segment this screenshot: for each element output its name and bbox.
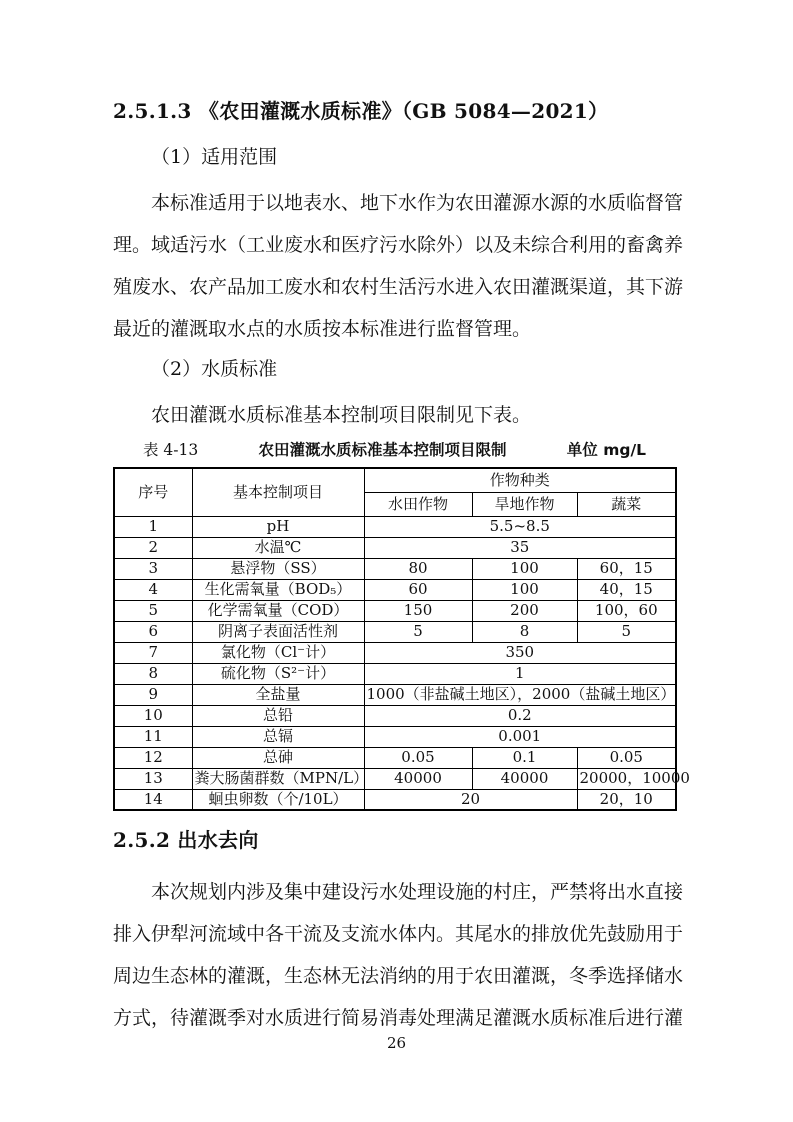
cell-value: 100，60 xyxy=(577,600,676,621)
table-row xyxy=(114,516,676,537)
cell-value: 20 xyxy=(364,789,577,810)
cell-value: 0.05 xyxy=(364,747,472,768)
cell-value: 0.2 xyxy=(364,705,676,726)
table-label: 表 4-13 xyxy=(143,441,199,459)
water-quality-table xyxy=(113,467,690,811)
paragraph-line: 本次规划内涉及集中建设污水处理设施的村庄，严禁将出水直接 xyxy=(151,881,684,903)
table-row xyxy=(114,600,676,621)
table-caption xyxy=(113,438,680,460)
cell-item: 总镉 xyxy=(192,726,364,747)
cell-value: 60，15 xyxy=(577,558,676,579)
cell-no: 10 xyxy=(114,705,192,726)
table-row xyxy=(114,621,676,642)
page-content xyxy=(113,96,690,1043)
cell-item: 总铅 xyxy=(192,705,364,726)
cell-value: 200 xyxy=(472,600,577,621)
header-cell-paddy: 水田作物 xyxy=(364,492,472,516)
cell-item: 蛔虫卵数（个/10L） xyxy=(192,789,364,810)
cell-no: 9 xyxy=(114,684,192,705)
cell-value: 0.1 xyxy=(472,747,577,768)
cell-value: 350 xyxy=(364,642,676,663)
cell-item: pH xyxy=(192,516,364,537)
table-row xyxy=(114,579,676,600)
table-row xyxy=(114,663,676,684)
cell-value: 0.05 xyxy=(577,747,676,768)
cell-no: 4 xyxy=(114,579,192,600)
paragraph-line: 本标准适用于以地表水、地下水作为农田灌源水源的水质临督管 xyxy=(151,192,684,214)
cell-no: 14 xyxy=(114,789,192,810)
cell-value: 100 xyxy=(472,558,577,579)
cell-item: 总砷 xyxy=(192,747,364,768)
cell-no: 5 xyxy=(114,600,192,621)
cell-item: 化学需氧量（COD） xyxy=(192,600,364,621)
cell-no: 8 xyxy=(114,663,192,684)
page-number: 26 xyxy=(386,1034,407,1052)
table-row xyxy=(114,789,676,810)
cell-value: 40，15 xyxy=(577,579,676,600)
table-row xyxy=(114,747,676,768)
cell-value: 8 xyxy=(472,621,577,642)
table-row xyxy=(114,726,676,747)
cell-value: 0.001 xyxy=(364,726,676,747)
header-cell-dry: 旱地作物 xyxy=(472,492,577,516)
cell-no: 7 xyxy=(114,642,192,663)
cell-value: 60 xyxy=(364,579,472,600)
table-row xyxy=(114,642,676,663)
paragraph-line: 周边生态林的灌溉，生态林无法消纳的用于农田灌溉，冬季选择储水 xyxy=(113,965,684,987)
header-cell-no: 序号 xyxy=(114,468,192,516)
section-heading-252: 2.5.2 出水去向 xyxy=(113,828,259,852)
table-header-row xyxy=(114,468,676,492)
cell-value: 1000（非盐碱土地区），2000（盐碱土地区） xyxy=(364,684,676,705)
cell-item: 生化需氧量（BOD₅） xyxy=(192,579,364,600)
cell-no: 12 xyxy=(114,747,192,768)
cell-item: 粪大肠菌群数（MPN/L） xyxy=(192,768,364,789)
cell-item: 氯化物（Cl⁻计） xyxy=(192,642,364,663)
cell-no: 13 xyxy=(114,768,192,789)
table-unit: 单位 mg/L xyxy=(566,441,646,459)
paragraph-line: 排入伊犁河流域中各干流及支流水体内。其尾水的排放优先鼓励用于 xyxy=(113,923,684,945)
cell-value: 20，10 xyxy=(577,789,676,810)
paragraph-line: 殖废水、农产品加工废水和农村生活污水进入农田灌溉渠道，其下游 xyxy=(113,276,684,298)
header-cell-item: 基本控制项目 xyxy=(192,468,364,516)
table-row xyxy=(114,705,676,726)
cell-value: 5 xyxy=(577,621,676,642)
cell-item: 悬浮物（SS） xyxy=(192,558,364,579)
cell-value: 80 xyxy=(364,558,472,579)
cell-value: 150 xyxy=(364,600,472,621)
cell-no: 3 xyxy=(114,558,192,579)
cell-no: 2 xyxy=(114,537,192,558)
cell-item: 硫化物（S²⁻计） xyxy=(192,663,364,684)
paragraph-outflow xyxy=(113,871,684,1039)
table-row xyxy=(114,684,676,705)
cell-value: 1 xyxy=(364,663,676,684)
table-row xyxy=(114,558,676,579)
cell-value: 40000 xyxy=(472,768,577,789)
cell-value: 5 xyxy=(364,621,472,642)
subheading-standard: （2）水质标准 xyxy=(151,358,278,380)
table-row xyxy=(114,537,676,558)
cell-item: 水温℃ xyxy=(192,537,364,558)
cell-item: 阴离子表面活性剂 xyxy=(192,621,364,642)
header-cell-crop-group: 作物种类 xyxy=(364,468,676,492)
table-row xyxy=(114,768,676,789)
cell-value: 20000，10000 xyxy=(577,768,676,789)
section-252 xyxy=(113,825,684,1039)
cell-value: 35 xyxy=(364,537,676,558)
table-title: 农田灌溉水质标准基本控制项目限制 xyxy=(258,441,507,459)
cell-no: 6 xyxy=(114,621,192,642)
paragraph-scope xyxy=(113,182,684,350)
section-heading-2513: 2.5.1.3 《农田灌溉水质标准》（GB 5084—2021） xyxy=(113,99,609,123)
cell-value: 40000 xyxy=(364,768,472,789)
cell-no: 11 xyxy=(114,726,192,747)
cell-value: 100 xyxy=(472,579,577,600)
table-intro-text: 农田灌溉水质标准基本控制项目限制见下表。 xyxy=(151,404,532,426)
cell-no: 1 xyxy=(114,516,192,537)
paragraph-line: 理。域适污水（工业废水和医疗污水除外）以及未综合利用的畜禽养 xyxy=(113,234,684,256)
header-cell-veg: 蔬菜 xyxy=(577,492,676,516)
paragraph-line: 最近的灌溉取水点的水质按本标准进行监督管理。 xyxy=(113,318,532,340)
cell-value: 5.5~8.5 xyxy=(364,516,676,537)
subheading-scope: （1）适用范围 xyxy=(151,146,278,168)
paragraph-line: 方式，待灌溉季对水质进行简易消毒处理满足灌溉水质标准后进行灌 xyxy=(113,1007,684,1029)
cell-item: 全盐量 xyxy=(192,684,364,705)
